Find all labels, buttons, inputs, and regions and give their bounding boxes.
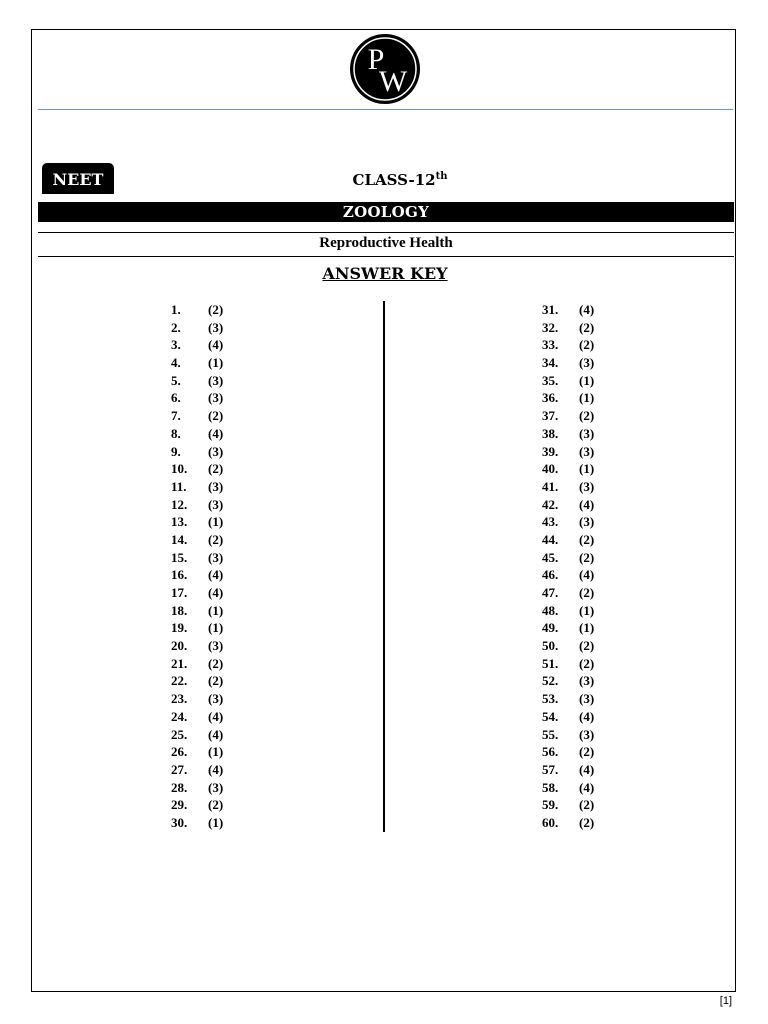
- question-number: 41.: [542, 478, 559, 494]
- answer-row: [542, 407, 594, 425]
- answer-row: [171, 549, 223, 567]
- answer-row: [542, 602, 594, 620]
- answer-option: (2): [579, 408, 595, 424]
- answer-option: (2): [208, 655, 224, 671]
- answer-row: [171, 726, 223, 744]
- answer-row: [542, 460, 594, 478]
- question-number: 48.: [542, 602, 559, 618]
- answer-row: [171, 354, 223, 372]
- class-label: CLASS-12: [352, 171, 436, 189]
- question-number: 18.: [171, 602, 188, 618]
- question-number: 22.: [171, 673, 188, 689]
- answer-option: (1): [208, 744, 224, 760]
- question-number: 24.: [171, 708, 188, 724]
- answer-option: (1): [208, 514, 224, 530]
- question-number: 38.: [542, 425, 559, 441]
- answer-row: [171, 602, 223, 620]
- answer-row: [542, 389, 594, 407]
- answer-option: (2): [208, 531, 224, 547]
- answer-option: (1): [208, 620, 224, 636]
- question-number: 33.: [542, 337, 559, 353]
- answer-option: (3): [208, 779, 224, 795]
- question-number: 37.: [542, 408, 559, 424]
- answer-option: (3): [579, 355, 595, 371]
- answer-row: [171, 708, 223, 726]
- answers-left-column: [171, 301, 223, 832]
- question-number: 50.: [542, 638, 559, 654]
- question-number: 47.: [542, 585, 559, 600]
- answer-option: (4): [579, 496, 595, 512]
- question-number: 54.: [542, 708, 559, 724]
- question-number: 13.: [171, 514, 188, 530]
- answer-row: [171, 425, 223, 443]
- question-number: 10.: [171, 461, 188, 477]
- answer-row: [171, 584, 223, 602]
- question-number: 3.: [171, 337, 181, 353]
- answer-option: (3): [579, 443, 595, 459]
- answer-row: [542, 301, 594, 319]
- question-number: 6.: [171, 390, 181, 406]
- answer-option: (1): [579, 620, 595, 636]
- answer-option: (2): [208, 797, 224, 813]
- question-number: 4.: [171, 355, 181, 371]
- answer-row: [542, 336, 594, 354]
- question-number: 1.: [171, 302, 181, 317]
- answer-row: [542, 743, 594, 761]
- question-number: 23.: [171, 691, 188, 707]
- question-number: 34.: [542, 355, 559, 371]
- question-number: 15.: [171, 549, 188, 565]
- question-number: 9.: [171, 443, 181, 459]
- question-number: 59.: [542, 797, 559, 813]
- answer-option: (4): [579, 779, 595, 795]
- question-number: 17.: [171, 585, 188, 600]
- answer-row: [542, 708, 594, 726]
- svg-text:P: P: [367, 43, 385, 76]
- answer-row: [542, 672, 594, 690]
- chapter-bottom-rule: [38, 256, 734, 257]
- answer-row: [171, 443, 223, 461]
- answer-option: (2): [208, 408, 224, 424]
- answer-option: (3): [579, 726, 595, 742]
- answer-row: [171, 336, 223, 354]
- answer-option: (4): [579, 302, 595, 317]
- answer-row: [542, 496, 594, 514]
- answer-row: [171, 690, 223, 708]
- answers-right-column: [542, 301, 594, 832]
- answer-option: (3): [579, 514, 595, 530]
- answer-option: (4): [208, 567, 224, 583]
- answer-row: [542, 478, 594, 496]
- answer-option: (3): [208, 691, 224, 707]
- answer-option: (4): [579, 761, 595, 777]
- question-number: 14.: [171, 531, 188, 547]
- answer-row: [542, 566, 594, 584]
- question-number: 31.: [542, 302, 559, 317]
- question-number: 27.: [171, 761, 188, 777]
- answer-option: (4): [208, 337, 224, 353]
- question-number: 35.: [542, 372, 559, 388]
- answer-row: [171, 655, 223, 673]
- question-number: 42.: [542, 496, 559, 512]
- question-number: 40.: [542, 461, 559, 477]
- answer-row: [171, 460, 223, 478]
- question-number: 45.: [542, 549, 559, 565]
- answer-row: [542, 319, 594, 337]
- question-number: 36.: [542, 390, 559, 406]
- answer-row: [542, 354, 594, 372]
- chapter-title: Reproductive Health: [319, 235, 453, 251]
- question-number: 25.: [171, 726, 188, 742]
- answer-option: (2): [579, 337, 595, 353]
- answer-option: (2): [579, 814, 595, 830]
- answer-row: [171, 796, 223, 814]
- answer-row: [542, 531, 594, 549]
- question-number: 53.: [542, 691, 559, 707]
- answer-option: (4): [208, 425, 224, 441]
- question-number: 51.: [542, 655, 559, 671]
- answer-row: [171, 496, 223, 514]
- answer-option: (3): [208, 638, 224, 654]
- question-number: 30.: [171, 814, 188, 830]
- question-number: 19.: [171, 620, 188, 636]
- answer-row: [171, 566, 223, 584]
- answer-option: (3): [579, 425, 595, 441]
- question-number: 43.: [542, 514, 559, 530]
- class-title: [300, 171, 500, 189]
- answer-option: (1): [208, 602, 224, 618]
- question-number: 49.: [542, 620, 559, 636]
- answer-option: (4): [208, 761, 224, 777]
- question-number: 39.: [542, 443, 559, 459]
- question-number: 60.: [542, 814, 559, 830]
- answer-option: (2): [579, 655, 595, 671]
- column-divider: [383, 301, 385, 832]
- answer-row: [171, 319, 223, 337]
- subject-bar: ZOOLOGY: [38, 202, 734, 222]
- answer-row: [542, 549, 594, 567]
- answer-option: (2): [579, 638, 595, 654]
- answer-row: [542, 726, 594, 744]
- answer-option: (4): [579, 567, 595, 583]
- answer-option: (2): [208, 302, 224, 317]
- answer-option: (3): [208, 549, 224, 565]
- answer-row: [542, 513, 594, 531]
- answer-row: [542, 761, 594, 779]
- answer-option: (3): [208, 372, 224, 388]
- answer-row: [542, 655, 594, 673]
- answer-row: [542, 779, 594, 797]
- answer-option: (4): [208, 726, 224, 742]
- answer-row: [171, 389, 223, 407]
- question-number: 21.: [171, 655, 188, 671]
- answer-row: [542, 690, 594, 708]
- question-number: 58.: [542, 779, 559, 795]
- question-number: 52.: [542, 673, 559, 689]
- answer-option: (2): [208, 673, 224, 689]
- question-number: 12.: [171, 496, 188, 512]
- answer-row: [542, 443, 594, 461]
- class-sup: th: [435, 171, 448, 182]
- answer-option: (3): [208, 443, 224, 459]
- answer-option: (3): [579, 691, 595, 707]
- question-number: 29.: [171, 797, 188, 813]
- answer-row: [171, 637, 223, 655]
- header-rule: [38, 109, 733, 110]
- answer-row: [171, 672, 223, 690]
- question-number: 26.: [171, 744, 188, 760]
- question-number: 16.: [171, 567, 188, 583]
- question-number: 5.: [171, 372, 181, 388]
- answer-row: [542, 584, 594, 602]
- answer-option: (3): [579, 673, 595, 689]
- question-number: 56.: [542, 744, 559, 760]
- answer-option: (2): [579, 797, 595, 813]
- answer-row: [171, 513, 223, 531]
- exam-tab: NEET: [42, 163, 114, 194]
- answer-option: (1): [208, 814, 224, 830]
- answer-row: [171, 619, 223, 637]
- answer-option: (2): [579, 531, 595, 547]
- answer-row: [171, 761, 223, 779]
- question-number: 7.: [171, 408, 181, 424]
- answer-option: (4): [579, 708, 595, 724]
- answer-option: (3): [208, 496, 224, 512]
- answer-option: (4): [208, 585, 224, 600]
- question-number: 8.: [171, 425, 181, 441]
- answer-option: (2): [579, 549, 595, 565]
- svg-text:W: W: [378, 65, 408, 98]
- question-number: 2.: [171, 319, 181, 335]
- answer-row: [171, 372, 223, 390]
- answer-option: (1): [579, 372, 595, 388]
- answer-option: (2): [579, 319, 595, 335]
- answer-option: (4): [208, 708, 224, 724]
- page-number: [1]: [719, 995, 732, 1007]
- answer-row: [542, 619, 594, 637]
- answer-row: [542, 814, 594, 832]
- answer-row: [171, 407, 223, 425]
- pw-logo: [349, 33, 421, 105]
- answer-option: (1): [579, 602, 595, 618]
- question-number: 32.: [542, 319, 559, 335]
- answer-row: [171, 531, 223, 549]
- question-number: 46.: [542, 567, 559, 583]
- answer-key-title: ANSWER KEY: [322, 264, 448, 283]
- answer-row: [542, 637, 594, 655]
- answer-option: (3): [208, 390, 224, 406]
- answer-row: [171, 301, 223, 319]
- question-number: 57.: [542, 761, 559, 777]
- question-number: 28.: [171, 779, 188, 795]
- answer-row: [171, 814, 223, 832]
- answer-row: [542, 372, 594, 390]
- answer-option: (1): [579, 461, 595, 477]
- question-number: 20.: [171, 638, 188, 654]
- answer-row: [542, 425, 594, 443]
- answer-option: (3): [579, 478, 595, 494]
- answer-row: [542, 796, 594, 814]
- answer-option: (2): [208, 461, 224, 477]
- question-number: 11.: [171, 478, 187, 494]
- question-number: 55.: [542, 726, 559, 742]
- answer-option: (3): [208, 319, 224, 335]
- answer-option: (3): [208, 478, 224, 494]
- answer-row: [171, 743, 223, 761]
- answer-option: (1): [579, 390, 595, 406]
- question-number: 44.: [542, 531, 559, 547]
- answer-option: (2): [579, 744, 595, 760]
- answer-row: [171, 779, 223, 797]
- answer-option: (1): [208, 355, 224, 371]
- answer-row: [171, 478, 223, 496]
- answer-option: (2): [579, 585, 595, 600]
